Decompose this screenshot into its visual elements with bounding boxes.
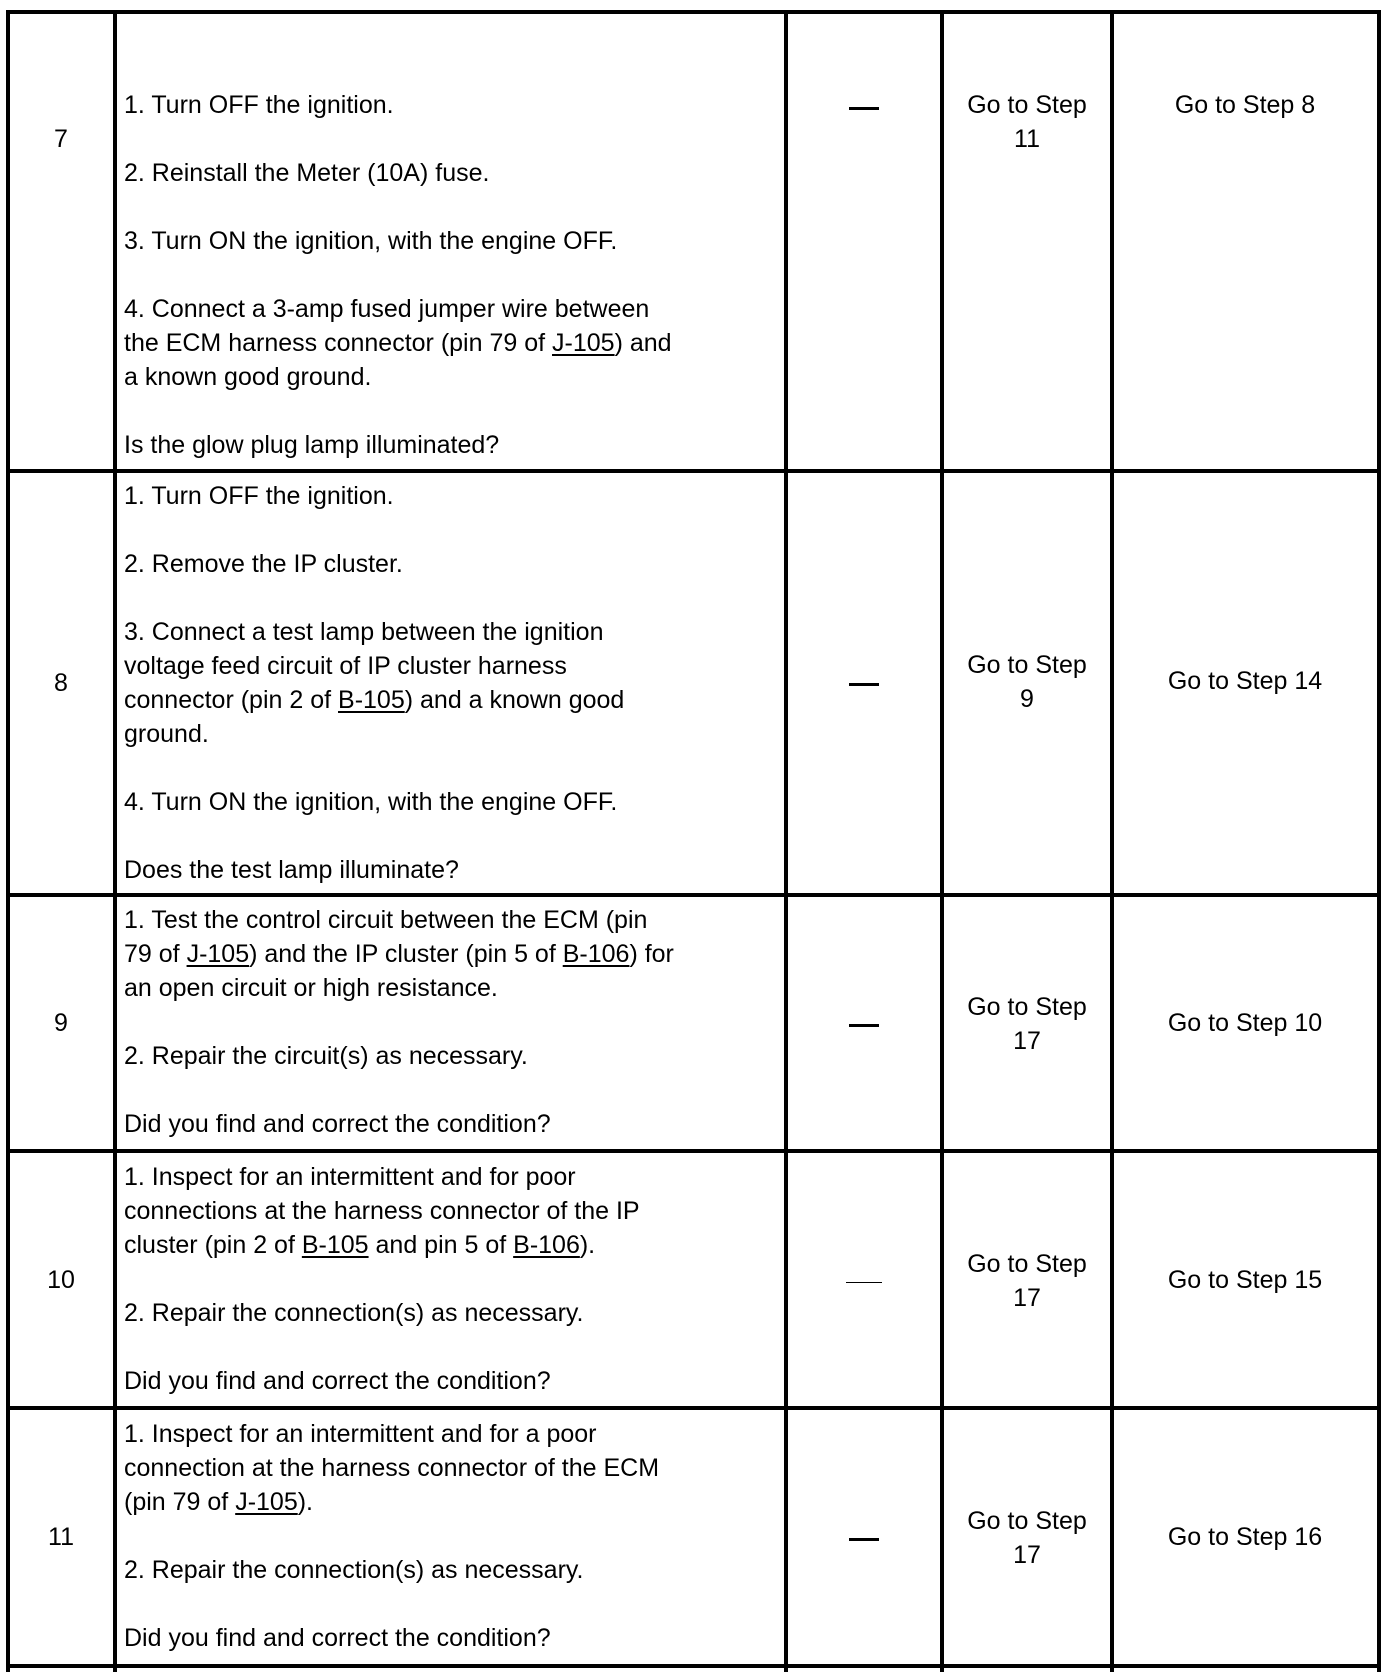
column-border-right: [1377, 10, 1381, 1672]
instruction-line: voltage feed circuit of IP cluster harness: [124, 652, 567, 680]
action-dash: [788, 1523, 940, 1553]
instruction-line: the ECM harness connector (pin 79 of J-105) and: [124, 329, 672, 357]
paragraph-gap: [124, 1262, 784, 1296]
instruction-line: 3. Turn ON the ignition, with the engine OFF.: [124, 227, 618, 255]
instruction-line: 1. Inspect for an intermittent and for poor: [124, 1163, 576, 1191]
instruction-line: 2. Repair the connection(s) as necessary.: [124, 1556, 584, 1584]
action-dash: [788, 92, 940, 122]
paragraph-gap: [124, 1587, 784, 1621]
dash-mark: [846, 1282, 882, 1283]
step-instructions: [124, 88, 784, 462]
paragraph-gap: [124, 751, 784, 785]
row-divider: [6, 1664, 1381, 1668]
instruction-line: 2. Repair the circuit(s) as necessary.: [124, 1042, 528, 1070]
row-divider: [6, 1149, 1381, 1153]
dash-mark: [849, 1538, 879, 1541]
instruction-line: ground.: [124, 720, 209, 748]
yes-result[interactable]: Go to Step 9: [967, 651, 1087, 713]
paragraph-gap: [124, 581, 784, 615]
instruction-line: Did you find and correct the condition?: [124, 1624, 551, 1652]
instruction-line: connector (pin 2 of B-105) and a known good: [124, 686, 625, 714]
instruction-line: 4. Turn ON the ignition, with the engine OFF.: [124, 788, 618, 816]
paragraph-gap: [124, 819, 784, 853]
instruction-line: 4. Connect a 3-amp fused jumper wire between: [124, 295, 650, 323]
paragraph-gap: [124, 513, 784, 547]
no-result[interactable]: Go to Step 16: [1167, 1523, 1323, 1551]
yes-result[interactable]: Go to Step 17: [967, 993, 1087, 1055]
step-number: 11: [48, 1523, 74, 1551]
no-result[interactable]: Go to Step 14: [1167, 667, 1323, 695]
yes-result[interactable]: Go to Step 11: [967, 91, 1087, 153]
row-divider: [6, 1406, 1381, 1410]
instruction-line: 2. Remove the IP cluster.: [124, 550, 403, 578]
step-instructions: [124, 1160, 784, 1398]
connector-link[interactable]: B-105: [338, 686, 405, 714]
connector-link[interactable]: J-105: [186, 940, 250, 968]
row-divider: [6, 893, 1381, 897]
paragraph-gap: [124, 394, 784, 428]
column-border-action: [784, 10, 788, 1672]
column-border-left: [6, 10, 10, 1672]
instruction-line: 79 of J-105) and the IP cluster (pin 5 of B-106) for: [124, 940, 674, 968]
paragraph-gap: [124, 258, 784, 292]
paragraph-gap: [124, 190, 784, 224]
paragraph-gap: [124, 1073, 784, 1107]
paragraph-gap: [124, 1519, 784, 1553]
action-dash: [788, 1266, 940, 1296]
no-result[interactable]: Go to Step 15: [1167, 1266, 1323, 1294]
step-number: 8: [54, 669, 68, 697]
column-border-step: [113, 10, 117, 1672]
step-number: 10: [47, 1266, 75, 1294]
paragraph-gap: [124, 1005, 784, 1039]
row-divider: [6, 469, 1381, 473]
connector-link[interactable]: B-106: [513, 1231, 580, 1259]
no-result[interactable]: Go to Step 8: [1174, 91, 1316, 119]
instruction-line: 1. Turn OFF the ignition.: [124, 482, 394, 510]
dash-mark: [849, 1024, 879, 1027]
instruction-line: Is the glow plug lamp illuminated?: [124, 431, 500, 459]
yes-result[interactable]: Go to Step 17: [967, 1250, 1087, 1312]
instruction-line: 2. Reinstall the Meter (10A) fuse.: [124, 159, 490, 187]
column-border-yes: [1110, 10, 1114, 1672]
connector-link[interactable]: J-105: [552, 329, 615, 357]
no-result[interactable]: Go to Step 10: [1167, 1009, 1323, 1037]
paragraph-gap: [124, 122, 784, 156]
instruction-line: 1. Turn OFF the ignition.: [124, 91, 394, 119]
instruction-line: (pin 79 of J-105).: [124, 1488, 314, 1516]
dash-mark: [849, 683, 879, 686]
instruction-line: Did you find and correct the condition?: [124, 1110, 551, 1138]
paragraph-gap: [124, 1330, 784, 1364]
step-instructions: [124, 903, 784, 1141]
instruction-line: 2. Repair the connection(s) as necessary.: [124, 1299, 584, 1327]
step-number: 7: [54, 125, 68, 153]
yes-result[interactable]: Go to Step 17: [967, 1507, 1087, 1569]
action-dash: [788, 1009, 940, 1039]
instruction-line: cluster (pin 2 of B-105 and pin 5 of B-106).: [124, 1231, 596, 1259]
instruction-line: an open circuit or high resistance.: [124, 974, 498, 1002]
instruction-line: 3. Connect a test lamp between the ignition: [124, 618, 604, 646]
connector-link[interactable]: J-105: [235, 1488, 298, 1516]
instruction-line: Does the test lamp illuminate?: [124, 856, 459, 884]
table-top-border: [6, 10, 1381, 14]
step-instructions: [124, 479, 784, 887]
instruction-line: connections at the harness connector of the IP: [124, 1197, 640, 1225]
dash-mark: [849, 107, 879, 110]
column-border-value: [940, 10, 944, 1672]
connector-link[interactable]: B-106: [562, 940, 630, 968]
step-number: 9: [54, 1009, 68, 1037]
instruction-line: connection at the harness connector of the ECM: [124, 1454, 660, 1482]
instruction-line: Did you find and correct the condition?: [124, 1367, 551, 1395]
instruction-line: 1. Inspect for an intermittent and for a poor: [124, 1420, 597, 1448]
instruction-line: a known good ground.: [124, 363, 372, 391]
action-dash: [788, 668, 940, 698]
step-instructions: [124, 1417, 784, 1655]
instruction-line: 1. Test the control circuit between the ECM (pin: [124, 906, 648, 934]
connector-link[interactable]: B-105: [301, 1231, 369, 1259]
